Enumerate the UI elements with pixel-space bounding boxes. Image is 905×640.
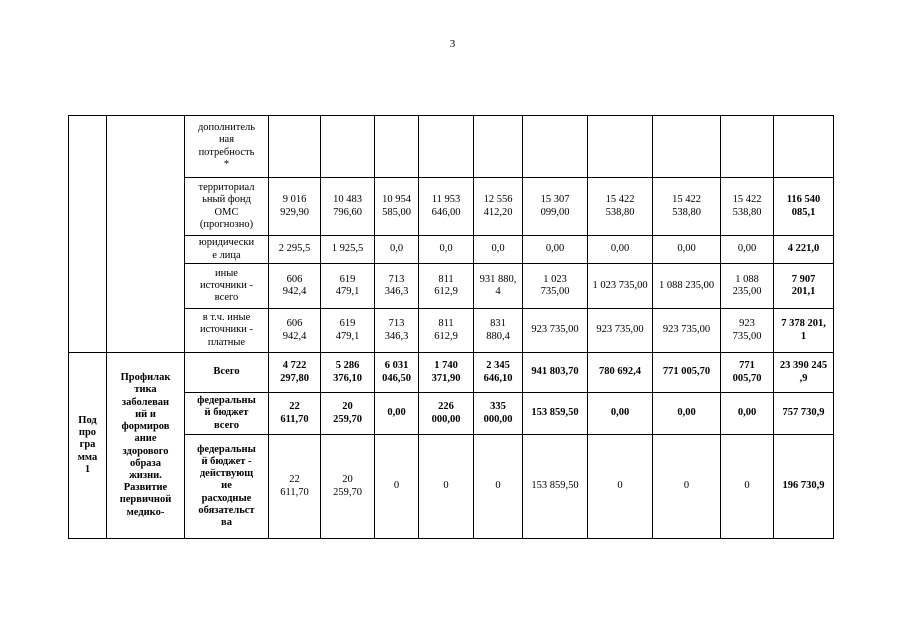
value-cell: 0,00: [737, 243, 757, 255]
value-cell: 153 859,50: [531, 480, 579, 492]
empty-code-cell: [69, 116, 107, 353]
value-cell: 771 005,70: [662, 366, 711, 378]
value-cell: 0,00: [677, 243, 696, 255]
value-cell: 335 000,00: [483, 401, 513, 425]
total-cell: 7 378 201, 1: [781, 318, 826, 342]
value-cell: 1 925,5: [331, 243, 364, 255]
value-cell: 771 005,70: [732, 360, 762, 384]
value-cell: 6 031 046,50: [382, 360, 411, 384]
value-cell: 0: [683, 480, 690, 492]
value-cell: 923 735,00: [732, 318, 762, 342]
value-cell: 20 259,70: [333, 474, 362, 498]
value-cell: 226 000,00: [431, 401, 461, 425]
value-cell: 10 483 796,60: [333, 194, 362, 218]
value-cell: 1 088 235,00: [732, 273, 762, 297]
value-cell: 831 880,4: [486, 318, 510, 342]
total-cell: 23 390 245 ,9: [779, 360, 828, 384]
value-cell: 15 422 538,80: [672, 194, 701, 218]
value-cell: 5 286 376,10: [333, 360, 362, 384]
value-cell: 0,00: [545, 243, 565, 255]
empty-name-cell: [107, 116, 185, 353]
value-cell: 0,0: [491, 243, 505, 255]
value-cell: 15 422 538,80: [605, 194, 635, 218]
value-cell: 713 346,3: [384, 273, 409, 297]
value-cell: 606 942,4: [282, 273, 307, 297]
total-cell: 196 730,9: [782, 480, 825, 492]
value-cell: 22 611,70: [280, 401, 309, 425]
value-cell: 811 612,9: [434, 273, 458, 297]
value-cell: 12 556 412,20: [483, 194, 513, 218]
row-label: федеральны й бюджет - действующ ие расходные обязательст ва: [197, 443, 256, 528]
value-cell: 941 803,70: [531, 366, 579, 378]
value-cell: 606 942,4: [282, 318, 307, 342]
value-cell: 0: [617, 480, 623, 492]
value-cell: 923 735,00: [662, 324, 711, 336]
value-cell: 619 479,1: [335, 273, 360, 297]
value-cell: 923 735,00: [531, 324, 579, 336]
row-label: иные источники - всего: [199, 267, 254, 304]
value-cell: 0,00: [737, 407, 757, 419]
total-cell: 7 907 201,1: [791, 273, 816, 297]
value-cell: 15 307 099,00: [540, 194, 570, 218]
value-cell: 20 259,70: [333, 401, 362, 425]
value-cell: 1 740 371,90: [431, 360, 461, 384]
value-cell: 1 023 735,00: [592, 279, 648, 291]
value-cell: 2 345 646,10: [483, 360, 513, 384]
table-row: [69, 353, 834, 393]
value-cell: 923 735,00: [596, 324, 644, 336]
subprogram-code: Под про гра мма 1: [77, 414, 98, 475]
table-row: [69, 116, 834, 178]
value-cell: 4 722 297,80: [280, 360, 309, 384]
value-cell: 0: [495, 480, 501, 492]
value-cell: 15 422 538,80: [732, 194, 762, 218]
value-cell: 10 954 585,00: [382, 194, 411, 218]
page-number: 3: [449, 38, 456, 50]
value-cell: 0,00: [677, 407, 696, 419]
subprogram-name: Профилак тика заболеван ий и формиров ание здорового образа жизни. Развитие первичной медико-: [119, 372, 172, 518]
value-cell: 713 346,3: [384, 318, 409, 342]
value-cell: 0,0: [389, 243, 404, 255]
value-cell: 1 023 735,00: [540, 273, 570, 297]
total-cell: 116 540 085,1: [786, 194, 821, 218]
total-cell: 4 221,0: [787, 243, 820, 255]
row-label: Всего: [213, 366, 240, 378]
value-cell: 11 953 646,00: [431, 194, 461, 218]
value-cell: 780 692,4: [599, 366, 641, 378]
value-cell: 0,00: [387, 407, 406, 419]
value-cell: 0: [393, 480, 400, 492]
budget-table: [68, 115, 834, 539]
value-cell: 0,00: [610, 243, 630, 255]
value-cell: 2 295,5: [278, 243, 311, 255]
value-cell: 619 479,1: [335, 318, 360, 342]
row-label: юридически е лица: [198, 237, 255, 261]
value-cell: 811 612,9: [434, 318, 458, 342]
row-label: территориал ьный фонд ОМС (прогнозно): [198, 182, 255, 230]
row-label: дополнитель ная потребность *: [197, 122, 256, 170]
value-cell: 1 088 235,00: [658, 279, 715, 291]
row-label: федеральны й бюджет всего: [197, 395, 256, 431]
value-cell: 9 016 929,90: [280, 194, 309, 218]
value-cell: 0,00: [610, 407, 630, 419]
value-cell: 22 611,70: [280, 474, 309, 498]
value-cell: 153 859,50: [531, 407, 579, 419]
row-label: в т.ч. иные источники - платные: [199, 312, 254, 348]
value-cell: 931 880, 4: [479, 273, 517, 297]
total-cell: 757 730,9: [782, 407, 825, 419]
value-cell: 0: [443, 480, 449, 492]
value-cell: 0: [744, 480, 750, 492]
value-cell: 0,0: [439, 243, 453, 255]
